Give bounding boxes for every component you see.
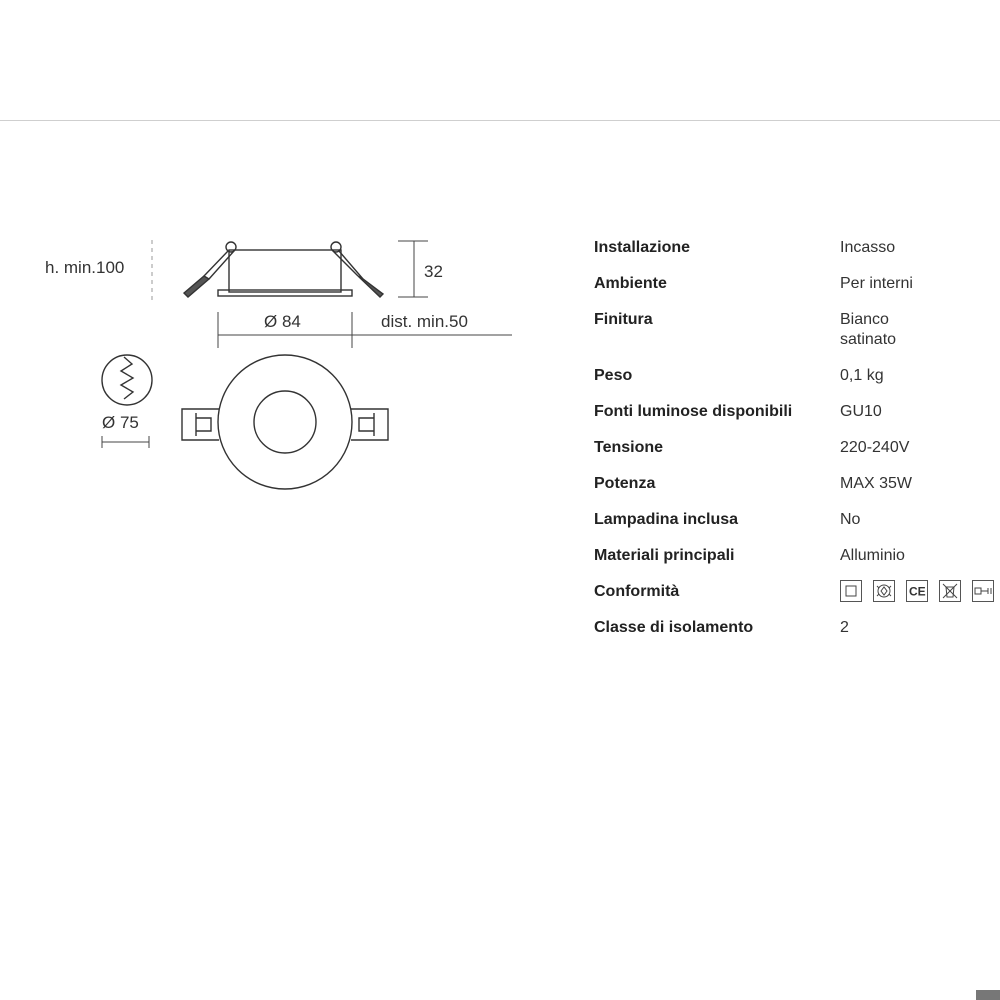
- spec-label: Installazione: [594, 239, 691, 256]
- spec-value: 2: [840, 619, 849, 636]
- spec-row: [594, 366, 994, 402]
- spec-row: [594, 582, 994, 618]
- spec-value: Per interni: [840, 275, 913, 292]
- side-view: [184, 242, 383, 297]
- spec-row: [594, 238, 994, 274]
- spec-label: Lampadina inclusa: [594, 511, 739, 528]
- hole-dimension: [102, 436, 149, 448]
- spec-row: [594, 510, 994, 546]
- spec-value-line: satinato: [840, 331, 897, 348]
- spec-row: [594, 474, 994, 510]
- spec-value: [840, 582, 994, 618]
- spec-value-line: Bianco: [840, 311, 889, 328]
- technical-drawing: [0, 0, 560, 520]
- distance-min-label: dist. min.50: [381, 312, 468, 331]
- spec-value: Alluminio: [840, 547, 905, 564]
- spec-label: Potenza: [594, 475, 656, 492]
- spec-label: Peso: [594, 367, 633, 384]
- spec-label: Tensione: [594, 439, 664, 456]
- ce-mark-icon: [906, 580, 928, 602]
- ip-rating-icon: [972, 580, 994, 602]
- spec-value: Incasso: [840, 239, 896, 256]
- spec-row: [594, 618, 994, 654]
- outer-diameter-label: Ø 84: [264, 312, 301, 331]
- spec-value: No: [840, 511, 861, 528]
- spec-row: [594, 310, 994, 366]
- spec-label: Classe di isolamento: [594, 619, 754, 636]
- spec-label: Ambiente: [594, 275, 667, 292]
- spec-value: 220-240V: [840, 439, 910, 456]
- spec-value: MAX 35W: [840, 475, 913, 492]
- hole-diameter-label: Ø 75: [102, 413, 139, 432]
- top-view: [182, 355, 388, 489]
- crossed-bin-weee-icon: [939, 580, 961, 602]
- spec-row: [594, 274, 994, 310]
- spec-label: Finitura: [594, 311, 653, 328]
- class-ii-square-icon: [840, 580, 862, 602]
- spec-value: [840, 310, 994, 366]
- ce-mark-text: CE: [909, 584, 926, 598]
- spec-table: [594, 238, 994, 654]
- hazard-lamp-icon: [873, 580, 895, 602]
- corner-mark: [976, 990, 1000, 1000]
- spec-label: Conformità: [594, 583, 680, 600]
- certification-icons: [840, 580, 994, 602]
- height-label: 32: [424, 262, 443, 281]
- spec-value: GU10: [840, 403, 882, 420]
- cutout-hole-icon: [102, 355, 152, 405]
- spec-row: [594, 402, 994, 438]
- spec-label: Fonti luminose disponibili: [594, 403, 793, 420]
- height-min-label: h. min.100: [45, 258, 125, 277]
- spec-row: [594, 546, 994, 582]
- spec-row: [594, 438, 994, 474]
- spec-label: Materiali principali: [594, 547, 735, 564]
- spec-value: 0,1 kg: [840, 367, 884, 384]
